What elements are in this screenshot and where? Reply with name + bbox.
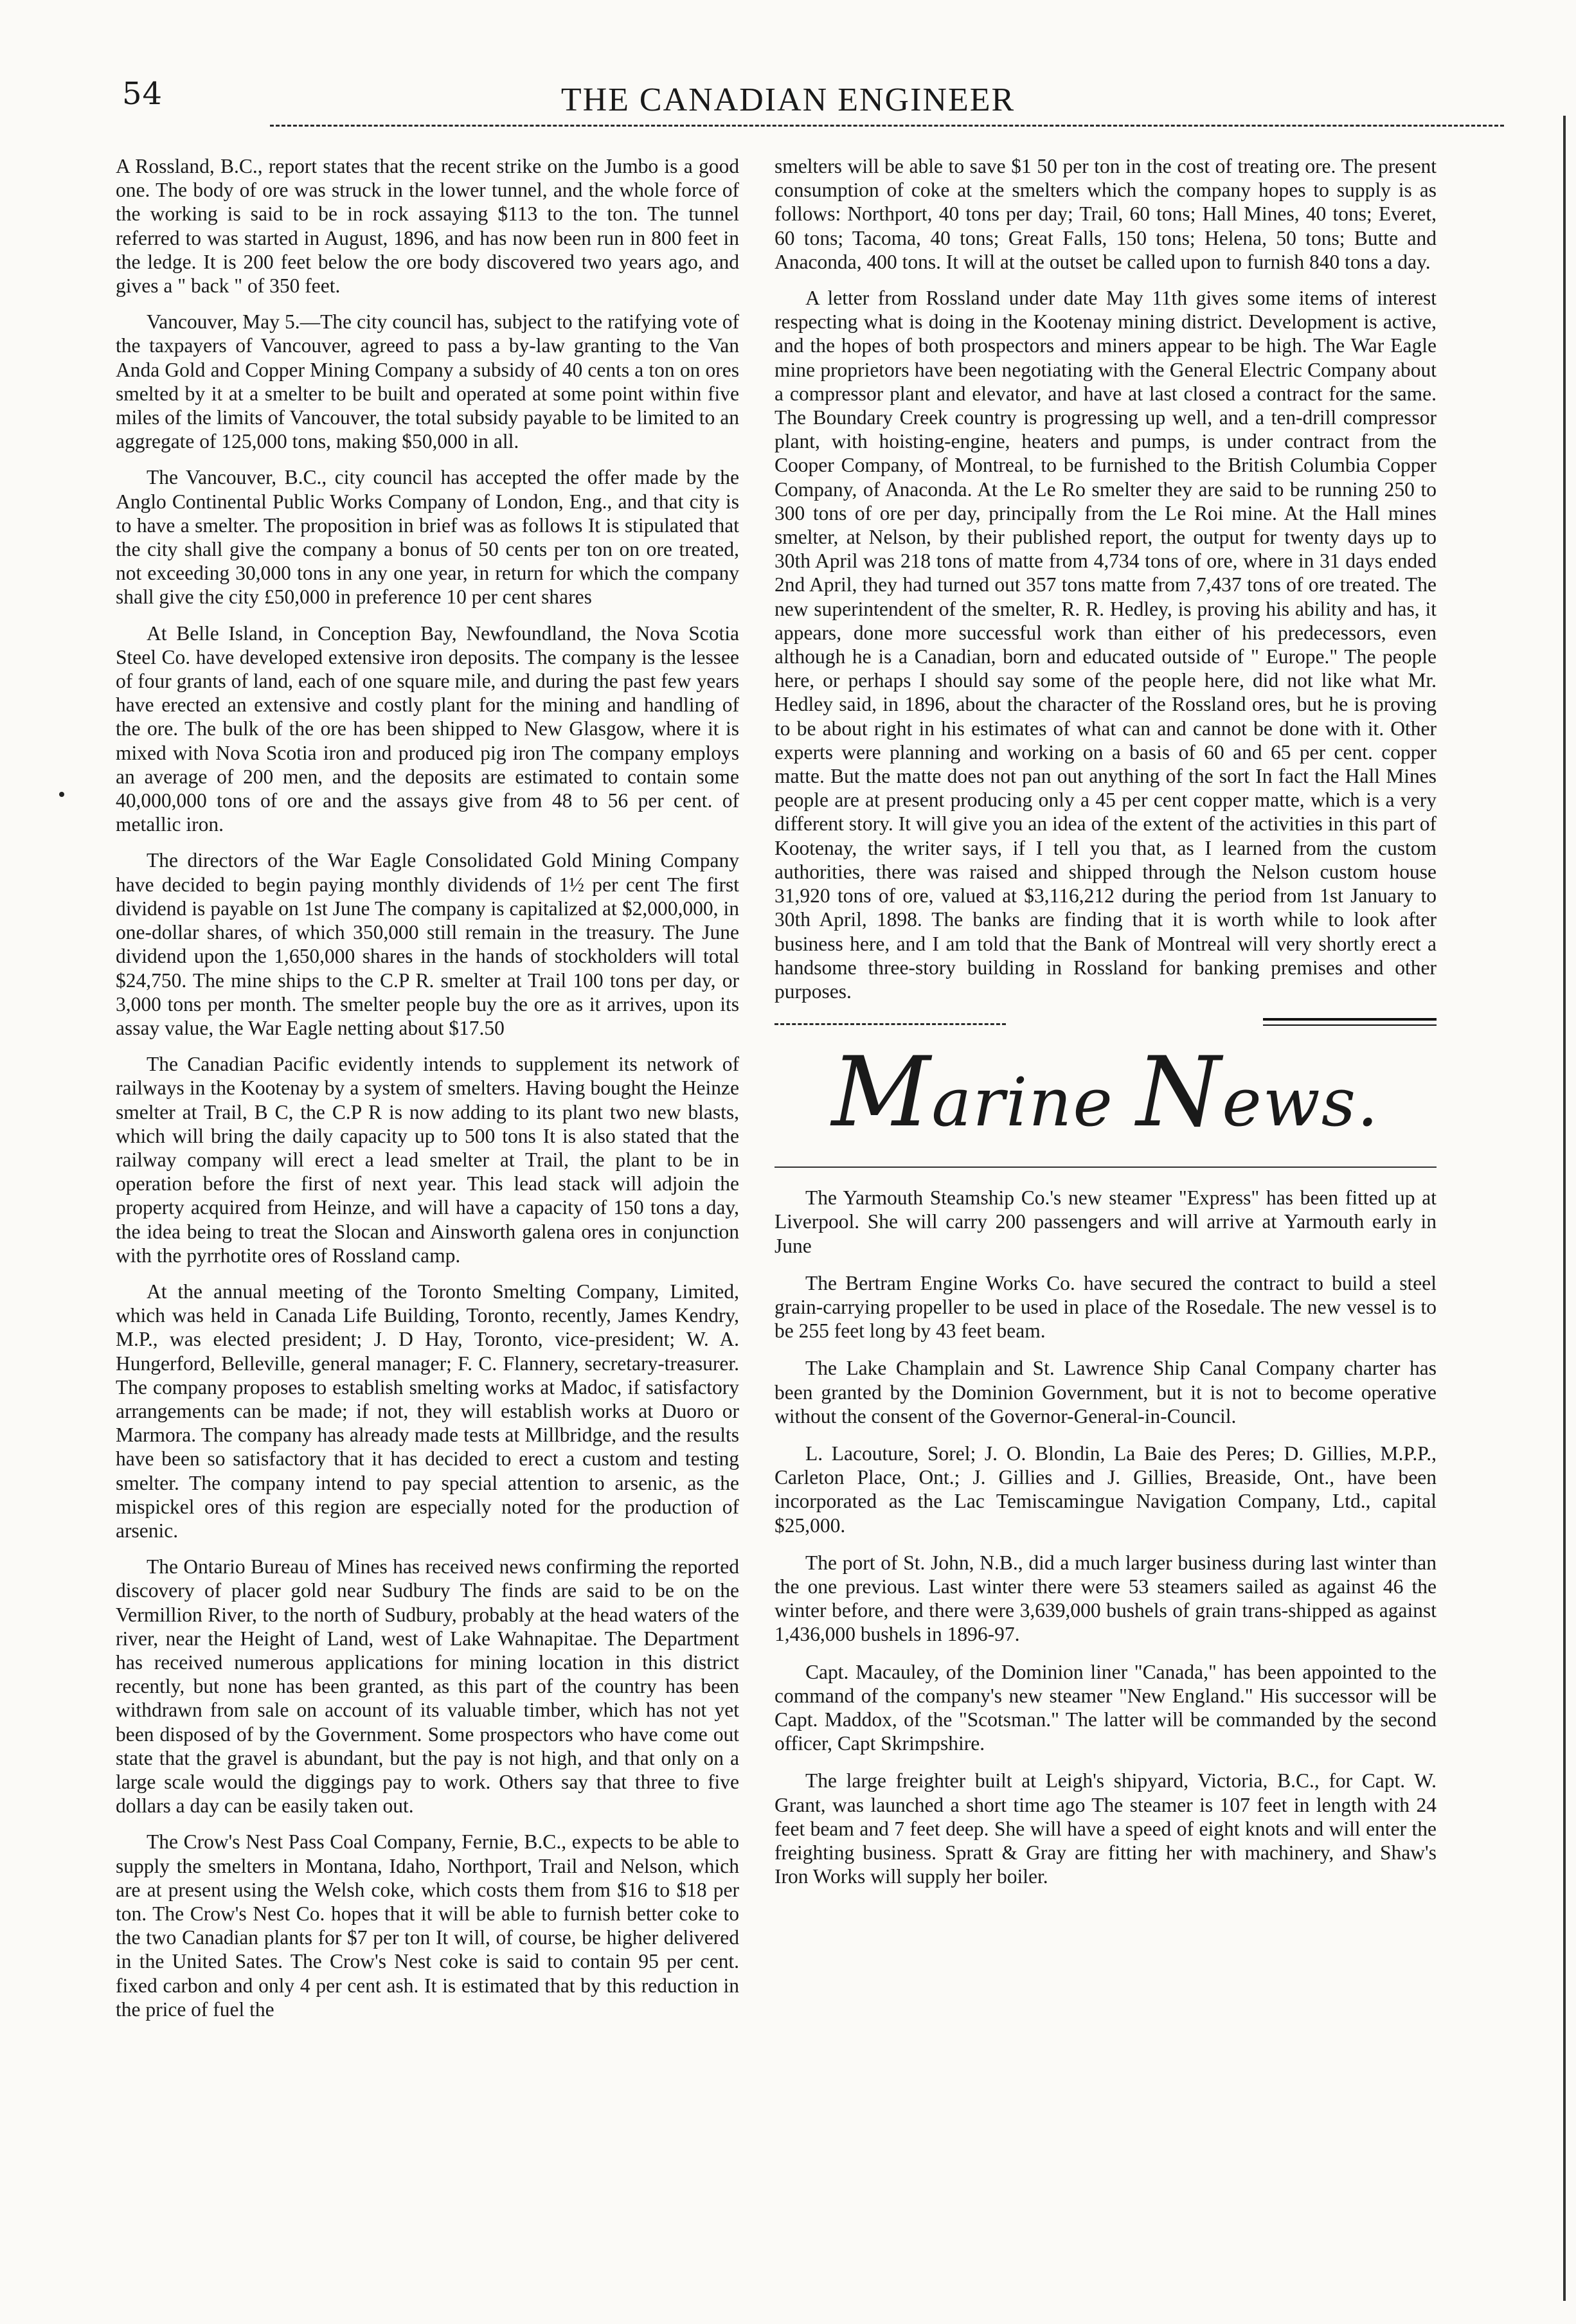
article-war-eagle-dividends: The directors of the War Eagle Consolidated Gold Mining Company have decided to begin paying monthly dividends of 1½ per cent The first dividend is payable on 1st June The company is capitalized at $2,000,000, in one-dollar shares, of which 350,000 still remain in the treasury. The June dividend upon the 1,650,000 shares in the hands of stockholders will total $24,750. The mine ships to the C.P R. smelter at Trail 100 tons per day, or 3,000 tons per month. The smelter people buy the ore as it arrives, upon its assay value, the War Eagle netting about $17.50 [116, 849, 739, 1039]
article-vancouver-subsidy: Vancouver, May 5.—The city council has, subject to the ratifying vote of the taxpayers of Vancouver, agreed to pass a by-law granting to the Van Anda Gold and Copper Mining Company a subsidy of 40 cents a ton on ores smelted by it at a smelter to be built and operated at some point within five miles of the limits of Vancouver, the total subsidy payable to be limited to an aggregate of 125,000 tons, making $50,000 in all. [116, 310, 739, 453]
article-ontario-placer-gold: The Ontario Bureau of Mines has received news confirming the reported discovery of placer gold near Sudbury The finds are said to be on the Vermillion River, to the north of Sudbury, probably at the head waters of the river, near the Height of Land, west of Lake Wahnapitae. The Department has received numerous applications for mining location in this district recently, but none has been granted, as this part of the country has been withdrawn from sale on account of its valuable timber, which has not yet been disposed of by the Government. Some prospectors who have come out state that the gravel is abundant, but the pay is not high, and that only on a large scale would the diggings pay to work. Others say that three to five dollars a day can be easily taken out. [116, 1555, 739, 1818]
news-yarmouth-express: The Yarmouth Steamship Co.'s new steamer "Express" has been fitted up at Liverpool. She will carry 200 passengers and will arrive at Yarmouth early in June [775, 1186, 1437, 1257]
margin-dot [59, 792, 64, 797]
article-rossland-letter: A letter from Rossland under date May 11th gives some items of interest respecting what is doing in the Kootenay mining district. Development is active, and the hopes of both prospectors and miners appear to be high. The War Eagle mine proprietors have been negotiating with the General Electric Company about a compressor plant and elevator, and have at last closed a contract for the same. The Boundary Creek country is progressing up well, and a ten-drill compressor plant, with hoisting-engine, heaters and pumps, is under contract from the Cooper Company, of Montreal, to be furnished to the British Columbia Copper Company, of Anaconda. At the Le Ro smelter they are said to be running 250 to 300 tons of ore per day, principally from the Le Roi mine. At the Hall mines smelter, at Nelson, by their published report, the output for twenty days up to 30th April was 218 tons of matte from 4,734 tons of ore, where in 31 days ended 2nd April, they had turned out 357 tons matte from 7,437 tons of ore treated. The new superintendent of the smelter, R. R. Hedley, is proving his ability and has, it appears, done more successful work than either of his predecessors, even although he is a Canadian, born and educated outside of " Europe." The people here, or perhaps I should say some of the people here, did not like what Mr. Hedley said, in 1896, about the character of the Rossland ores, but he is proving to be about right in his estimates of what can and cannot be done with it. Other experts were planning and working on a basis of 60 and 65 per cent. copper matte. But the matte does not pan out anything of the sort In fact the Hall Mines people are at present producing only a 45 per cent copper matte, which is a very different story. It will give you an idea of the extent of the activities in this part of Kootenay, the writer says, if I tell you that, as I learned from the custom authorities, there was raised and shipped through the Nelson custom house 31,920 tons of ore, valued at $3,116,212 during the period from 1st January to 30th April, 1898. The banks are finding that it is worth while to look after business here, and I am told that the Bank of Montreal will very shortly erect a handsome three-story building in Rossland for banking premises and other purposes. [775, 287, 1437, 1003]
article-canadian-pacific-smelters: The Canadian Pacific evidently intends to supplement its network of railways in the Kootenay by a system of smelters. Having bought the Heinze smelter at Trail, B C, the C.P R is now adding to its plant two new blasts, which will bring the daily capacity up to 500 tons It is also stated that the railway company will erect a lead smelter at Trail, the plant to be in operation before the first of next year. This lead stack will adjoin the property acquired from Heinze, and will have a capacity of 150 tons a day, the idea being to treat the Slocan and Ainsworth galena ores in conjunction with the pyrrhotite ores of Rossland camp. [116, 1053, 739, 1267]
marine-news-heading [775, 1037, 1437, 1149]
news-lac-temiscamingue: L. Lacouture, Sorel; J. O. Blondin, La Baie des Peres; D. Gillies, M.P.P., Carleton Place, Ont.; J. Gillies and J. Gillies, Breaside, Ont., have been incorporated as the Lac Temiscamingue Navigation Company, Ltd., capital $25,000. [775, 1442, 1437, 1537]
article-crows-nest-continued: smelters will be able to save $1 50 per ton in the cost of treating ore. The present consumption of coke at the smelters which the company hopes to supply is as follows: Northport, 40 tons per day; Trail, 60 tons; Hall Mines, 40 tons; Everet, 60 tons; Tacoma, 40 tons; Great Falls, 150 tons; Helena, 50 tons; Butte and Anaconda, 400 tons. It will at the outset be called upon to furnish 840 tons a day. [775, 155, 1437, 273]
heading-text-ews: ews. [1222, 1063, 1380, 1142]
news-lake-champlain-canal: The Lake Champlain and St. Lawrence Ship Canal Company charter has been granted by the Dominion Government, but it is not to become operative without the consent of the Governor-General-in-Council. [775, 1357, 1437, 1427]
marine-heading-rule [775, 1166, 1437, 1168]
article-rossland-jumbo: A Rossland, B.C., report states that the recent strike on the Jumbo is a good one. The body of ore was struck in the lower tunnel, and the whole force of the working is said to be in rock assaying $113 to the ton. The tunnel referred to was started in August, 1896, and has now been run in 800 feet in the ledge. It is 200 feet below the ore body discovered two years ago, and gives a " back " of 350 feet. [116, 155, 739, 298]
news-bertram-engine: The Bertram Engine Works Co. have secured the contract to build a steel grain-carrying propeller to be used in place of the Rosedale. The new vessel is to be 255 feet long by 43 feet beam. [775, 1271, 1437, 1343]
heading-initial-m: M [831, 1037, 932, 1149]
section-divider [775, 1015, 1437, 1033]
heading-text-arine: arine [931, 1063, 1136, 1142]
right-column [775, 154, 1437, 1902]
article-belle-island: At Belle Island, in Conception Bay, Newfoundland, the Nova Scotia Steel Co. have developed extensive iron deposits. The company is the lessee of four grants of land, each of one square mile, and during the past few years have erected an extensive and costly plant for the mining and handling of the ore. The bulk of the ore has been shipped to New Glasgow, where it is mixed with Nova Scotia iron and produced pig iron The company employs an average of 200 men, and the deposits are estimated to contain some 40,000,000 tons of ore and the assays give from 48 to 56 per cent. of metallic iron. [116, 621, 739, 836]
page-number: 54 [122, 76, 163, 112]
news-capt-macauley: Capt. Macauley, of the Dominion liner "Canada," has been appointed to the command of the company's new steamer "New England." His successor will be Capt. Maddox, of the "Scotsman." The latter will be commanded by the second officer, Capt Skrimpshire. [775, 1660, 1437, 1755]
heading-initial-n: N [1136, 1037, 1222, 1149]
article-vancouver-smelter: The Vancouver, B.C., city council has accepted the offer made by the Anglo Continental Public Works Company of London, Eng., and that city is to have a smelter. The proposition in brief was as follows It is stipulated that the city shall give the company a bonus of 50 cents per ton on ore treated, not exceeding 30,000 tons in any one year, in return for which the company shall give the city £50,000 in preference 10 per cent shares [116, 466, 739, 609]
article-crows-nest-coal: The Crow's Nest Pass Coal Company, Fernie, B.C., expects to be able to supply the smelters in Montana, Idaho, Northport, Trail and Nelson, which are at present using the Welsh coke, which costs them from $16 to $18 per ton. The Crow's Nest Co. hopes that it will be able to furnish better coke to the two Canadian plants for $7 per ton It will, of course, be higher delivered in the United Sates. The Crow's Nest coke is said to contain 95 per cent. fixed carbon and only 4 per cent ash. It is estimated that by this reduction in the price of fuel the [116, 1830, 739, 2021]
news-port-st-john: The port of St. John, N.B., did a much larger business during last winter than the one previous. Last winter there were 53 steamers sailed as against 46 the winter before, and there were 3,639,000 bushels of grain trans-shipped as against 1,436,000 bushels in 1896-97. [775, 1551, 1437, 1646]
header-rule [270, 125, 1504, 127]
article-toronto-smelting: At the annual meeting of the Toronto Smelting Company, Limited, which was held in Canada Life Building, Toronto, recently, James Kendry, M.P., was elected president; J. D Hay, Toronto, vice-president; W. A. Hungerford, Belleville, general manager; F. C. Flannery, secretary-treasurer. The company proposes to establish smelting works at Madoc, if satisfactory arrangements can be made; if not, they will establish works at Duoro or Marmora. The company has already made tests at Millbridge, and the results have been so satisfactory that it has decided to erect a custom and testing smelter. The company intend to pay special attention to arsenic, as the mispickel ores of this region are especially noted for the production of arsenic. [116, 1280, 739, 1542]
journal-title: THE CANADIAN ENGINEER [560, 82, 1016, 118]
left-column [116, 154, 739, 2034]
page-edge-line [1563, 116, 1566, 2301]
news-victoria-freighter: The large freighter built at Leigh's shipyard, Victoria, B.C., for Capt. W. Grant, was launched a short time ago The steamer is 107 feet in length with 24 feet beam and 7 feet deep. She will have a speed of eight knots and will enter the freighting business. Spratt & Gray are fitting her with machinery, and Shaw's Iron Works will supply her boiler. [775, 1769, 1437, 1888]
